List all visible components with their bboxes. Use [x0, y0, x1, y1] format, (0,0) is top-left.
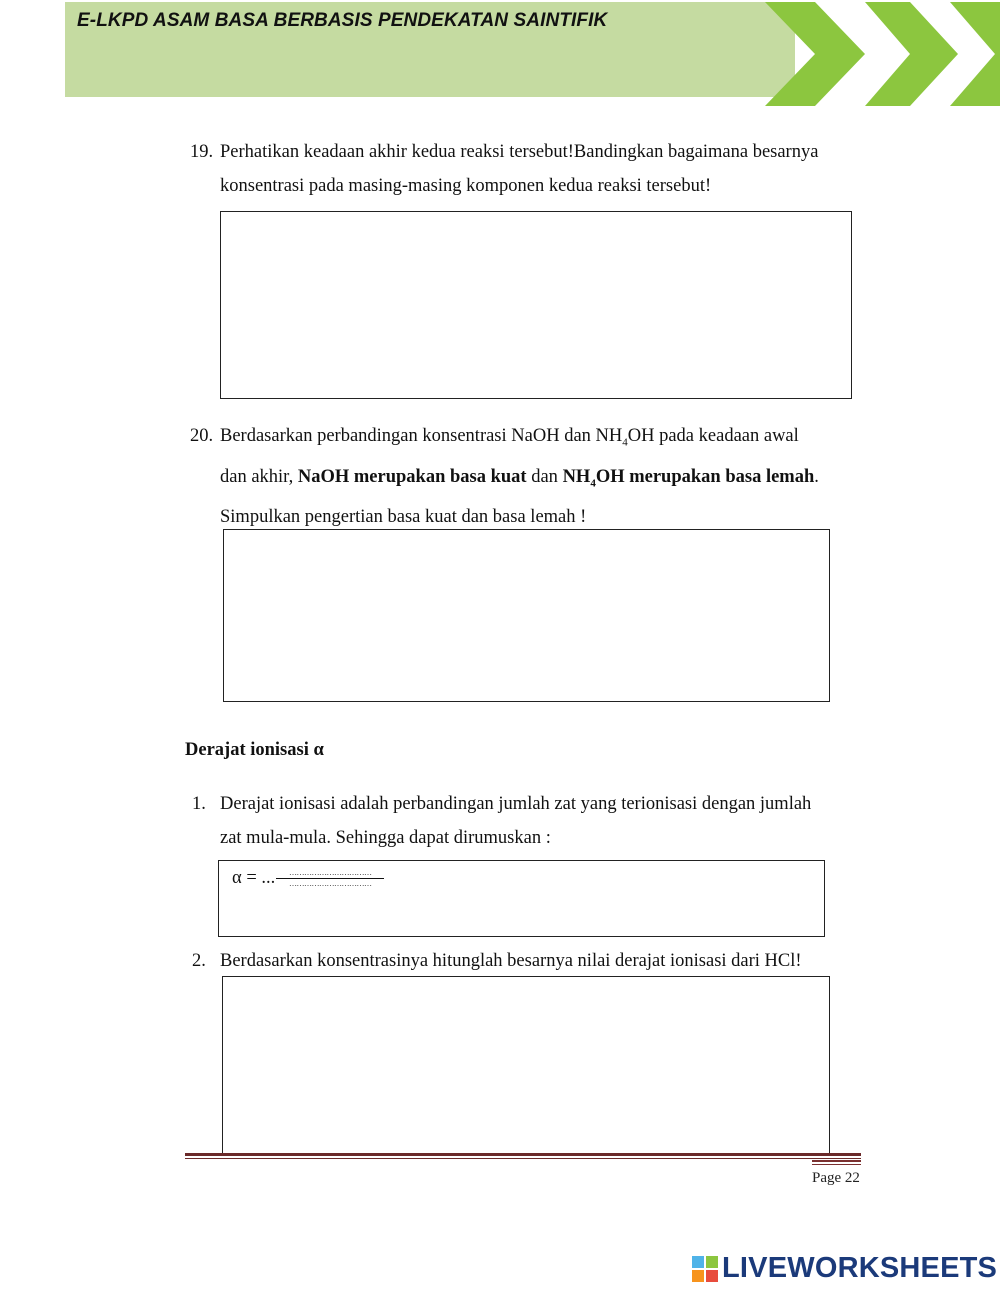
question-text-line: Perhatikan keadaan akhir kedua reaksi tersebut!Bandingkan bagaimana besarnya	[220, 142, 819, 162]
document-title: E-LKPD ASAM BASA BERBASIS PENDEKATAN SAINTIFIK	[77, 10, 608, 31]
liveworksheets-icon	[692, 1256, 718, 1282]
answer-box-d2[interactable]	[222, 976, 830, 1156]
formula-fraction	[276, 869, 384, 888]
fraction-numerator[interactable]: ……………………………	[289, 868, 372, 877]
page-number: Page 22	[812, 1170, 860, 1186]
section-title: Derajat ionisasi α	[185, 740, 324, 760]
question-number: 19.	[190, 142, 214, 162]
footer-rule	[185, 1153, 861, 1159]
question-text-line: Berdasarkan perbandingan konsentrasi NaOH dan $NH_4OH$ pada keadaan awal	[220, 426, 799, 449]
question-19	[190, 135, 870, 205]
question-number: 2.	[192, 951, 206, 971]
answer-box-20[interactable]	[223, 529, 830, 702]
question-d2	[192, 944, 872, 978]
chevron-decoration-icon	[760, 0, 1000, 110]
question-text-line: konsentrasi pada masing-masing komponen kedua reaksi tersebut!	[220, 176, 712, 196]
liveworksheets-logo	[692, 1252, 997, 1285]
question-d1	[192, 787, 872, 857]
fraction-denominator[interactable]: ……………………………	[289, 879, 372, 888]
question-number: 1.	[192, 794, 206, 814]
question-text-line: zat mula-mula. Sehingga dapat dirumuskan :	[220, 828, 551, 848]
question-text-line: dan akhir, NaOH merupakan basa kuat dan $NH_4OH$ merupakan basa lemah.	[220, 466, 819, 490]
answer-box-19[interactable]	[220, 211, 852, 399]
question-20	[190, 419, 870, 528]
question-text-line: Berdasarkan konsentrasinya hitunglah besarnya nilai derajat ionisasi dari HCl!	[220, 951, 802, 971]
alpha-formula	[232, 868, 384, 889]
footer-rule-short	[812, 1160, 861, 1167]
formula-lhs: α = ...	[232, 868, 276, 888]
question-number: 20.	[190, 426, 214, 446]
question-text-line: Derajat ionisasi adalah perbandingan jumlah zat yang terionisasi dengan jumlah	[220, 794, 812, 814]
liveworksheets-wordmark: LIVEWORKSHEETS	[722, 1252, 998, 1284]
question-text-line: Simpulkan pengertian basa kuat dan basa lemah !	[220, 507, 587, 528]
